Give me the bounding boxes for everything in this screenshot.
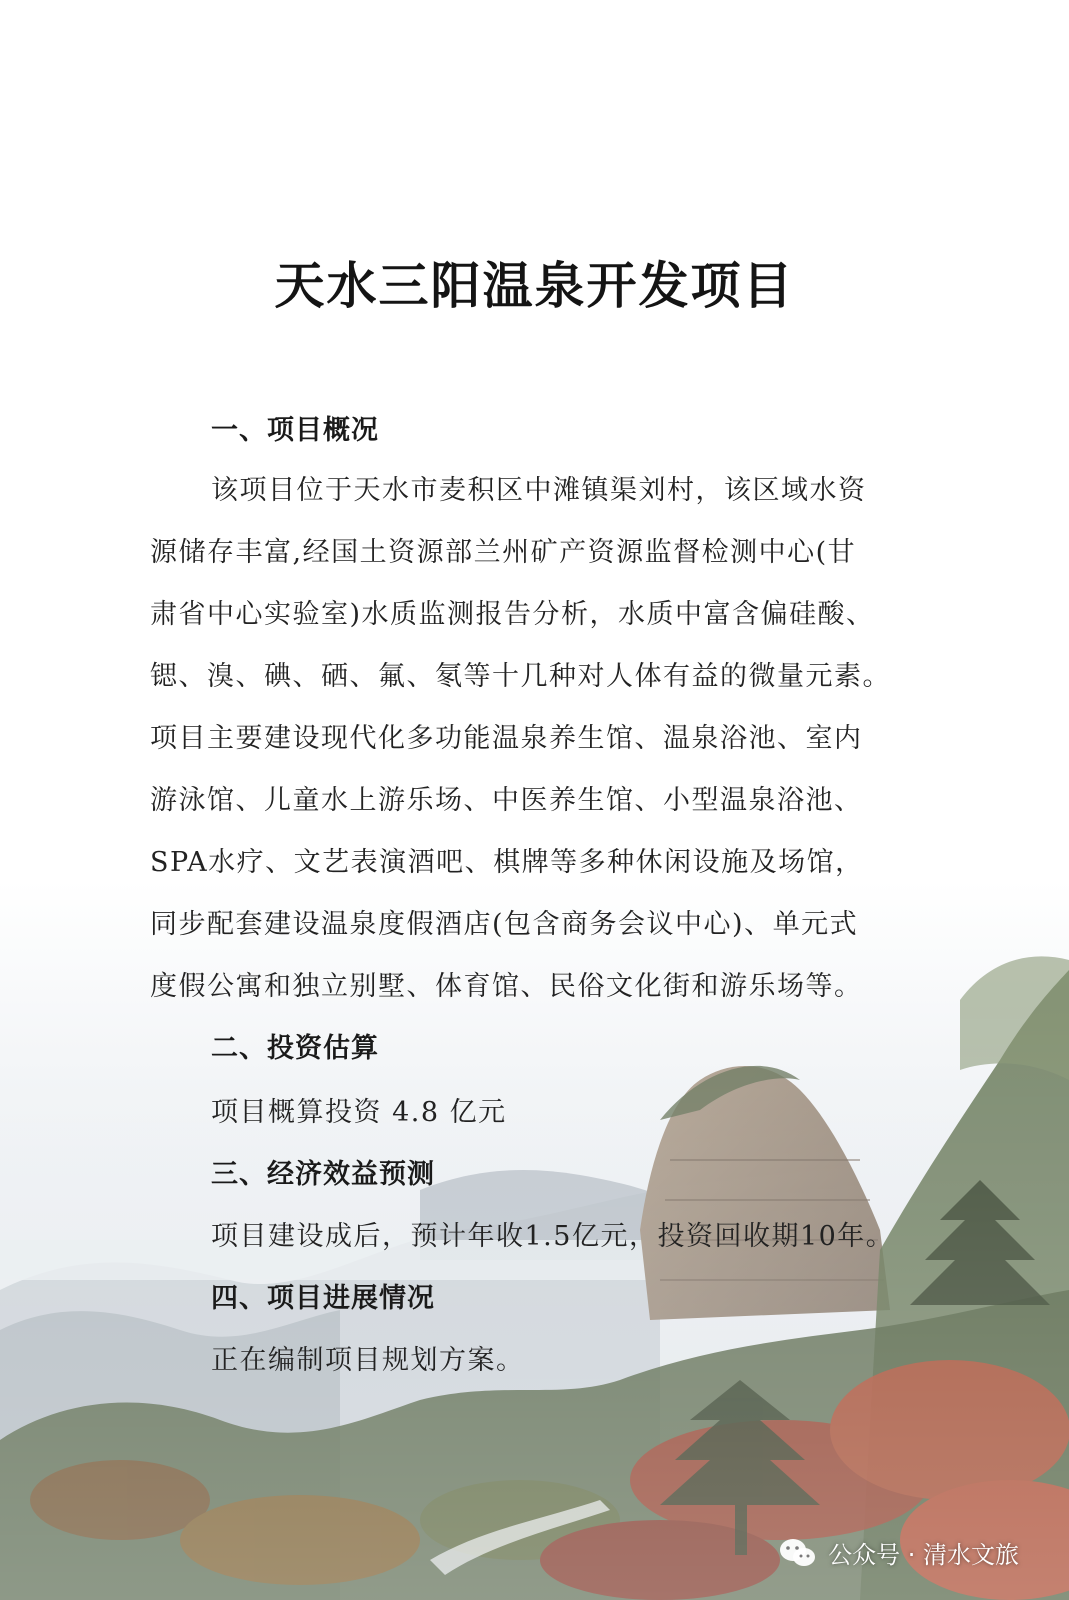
overview-line: 游泳馆、儿童水上游乐场、中医养生馆、小型温泉浴池、 — [150, 785, 863, 816]
investment-text: 项目概算投资 4.8 亿元 — [211, 1097, 507, 1128]
progress-text: 正在编制项目规划方案。 — [211, 1345, 525, 1376]
wechat-watermark — [778, 1535, 1019, 1570]
overview-line: 锶、溴、碘、硒、氟、氡等十几种对人体有益的微量元素。 — [150, 661, 891, 692]
overview-line: 同步配套建设温泉度假酒店(包含商务会议中心)、单元式 — [150, 909, 859, 940]
section-heading-economic-forecast: 三、经济效益预测 — [211, 1159, 435, 1190]
overview-line: 肃省中心实验室)水质监测报告分析，水质中富含偏硅酸、 — [150, 599, 875, 630]
watermark-text: 公众号 · 清水文旅 — [828, 1541, 1019, 1569]
section-heading-overview: 一、项目概况 — [211, 415, 379, 446]
section-heading-progress: 四、项目进展情况 — [211, 1283, 435, 1314]
overview-line: 项目主要建设现代化多功能温泉养生馆、温泉浴池、室内 — [150, 723, 863, 754]
overview-line: SPA水疗、文艺表演酒吧、棋牌等多种休闲设施及场馆， — [150, 847, 864, 878]
overview-line: 该项目位于天水市麦积区中滩镇渠刘村，该区域水资 — [211, 475, 867, 506]
economic-forecast-text: 项目建设成后，预计年收1.5亿元，投资回收期10年。 — [211, 1221, 895, 1252]
overview-line: 源储存丰富,经国土资源部兰州矿产资源监督检测中心(甘 — [150, 537, 857, 568]
document-title: 天水三阳温泉开发项目 — [274, 257, 795, 315]
overview-line: 度假公寓和独立别墅、体育馆、民俗文化街和游乐场等。 — [150, 971, 863, 1002]
wechat-icon — [778, 1537, 818, 1569]
section-heading-investment: 二、投资估算 — [211, 1033, 379, 1064]
